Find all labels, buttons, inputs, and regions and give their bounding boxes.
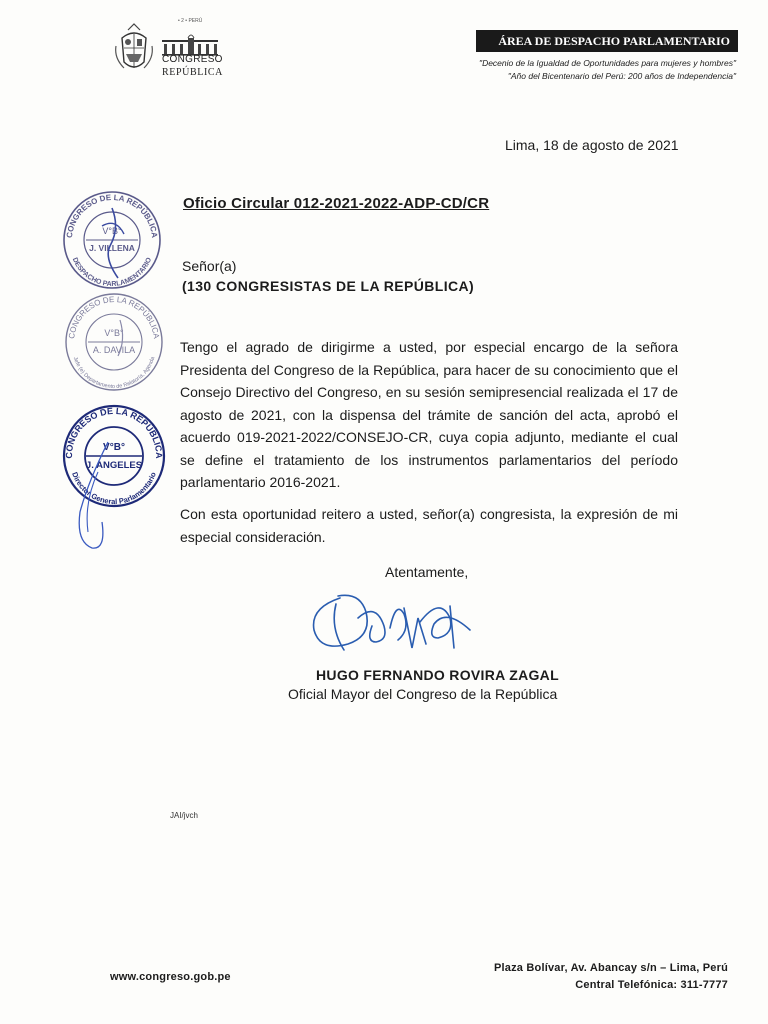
salutation: Señor(a) <box>182 258 237 274</box>
stamp-villena <box>58 188 166 292</box>
svg-text:Jefe (e) Departamento de Relat <box>72 355 157 390</box>
stamp-angeles <box>58 402 170 552</box>
closing: Atentamente, <box>385 564 469 580</box>
signer-title: Oficial Mayor del Congreso de la República <box>288 686 558 702</box>
stamp-angeles-top-text: CONGRESO DE LA REPÚBLICA <box>63 405 165 459</box>
logo-text-congreso: CONGRESO <box>162 54 223 65</box>
stamp-villena-top-text: CONGRESO DE LA REPÚBLICA <box>64 192 160 239</box>
footer-phone: Central Telefónica: 311-7777 <box>575 979 728 991</box>
stamp-angeles-vb: V°B° <box>103 442 125 453</box>
logo-text-republica: REPÚBLICA <box>162 67 223 78</box>
stamp-davila-name: A. DAVILA <box>92 345 136 355</box>
stamp-angeles-name: J. ANGELES <box>85 460 143 471</box>
logo-tiny-text: • 2 • PERÚ <box>178 18 203 24</box>
stamp-villena-bottom-text: DESPACHO PARLAMENTARIO <box>70 256 154 289</box>
handwritten-signature <box>300 578 490 674</box>
recipient: (130 CONGRESISTAS DE LA REPÚBLICA) <box>182 278 475 294</box>
stamp-davila-vb: V°B° <box>104 328 124 338</box>
body-paragraph-2: Con esta oportunidad reitero a usted, señor(a) congresista, la expresión de mi especial consideración. <box>180 506 678 545</box>
stamp-davila-top-text: CONGRESO DE LA REPÚBLICA <box>67 294 161 340</box>
body-paragraph-1: Tengo el agrado de dirigirme a usted, por especial encargo de la señora Presidenta del Congreso de la República, para hacer de su conocimiento que el Consejo Directivo del Congreso, en su sesión semipresencial realizada el 17 de agosto de 2021, con la dispensa del trámite de sanción del acta, aprobó el acuerdo 019-2021-2022/CONSEJO-CR, cuya copia adjunto, mediante el cual se define el tratamiento de los instrumentos parlamentarios del período parlamentario 2016-2021. <box>180 339 678 490</box>
svg-text:DESPACHO PARLAMENTARIO <box>71 256 154 288</box>
area-header-bar: ÁREA DE DESPACHO PARLAMENTARIO <box>476 30 738 52</box>
letter-date: Lima, 18 de agosto de 2021 <box>505 137 679 153</box>
document-reference: Oficio Circular 012-2021-2022-ADP-CD/CR <box>183 195 490 212</box>
stamp-davila <box>60 290 168 394</box>
signer-name: HUGO FERNANDO ROVIRA ZAGAL <box>316 667 559 683</box>
typist-initials: JAI/jvch <box>170 811 199 820</box>
footer-website: www.congreso.gob.pe <box>110 971 231 983</box>
stamp-davila-bottom-text: Jefe (e) Departamento de Relatoría, Agenda <box>71 356 157 391</box>
stamp-angeles-bottom-text: Director General Parlamentario <box>70 470 158 507</box>
year-motto: "Año del Bicentenario del Perú: 200 años de Independencia" <box>507 71 736 81</box>
footer-address: Plaza Bolívar, Av. Abancay s/n – Lima, Perú <box>494 962 728 974</box>
stamp-villena-vb: V°B° <box>102 226 122 236</box>
stamp-villena-name: J. VILLENA <box>89 243 135 253</box>
decade-motto: "Decenio de la Igualdad de Oportunidades para mujeres y hombres" <box>479 58 736 68</box>
